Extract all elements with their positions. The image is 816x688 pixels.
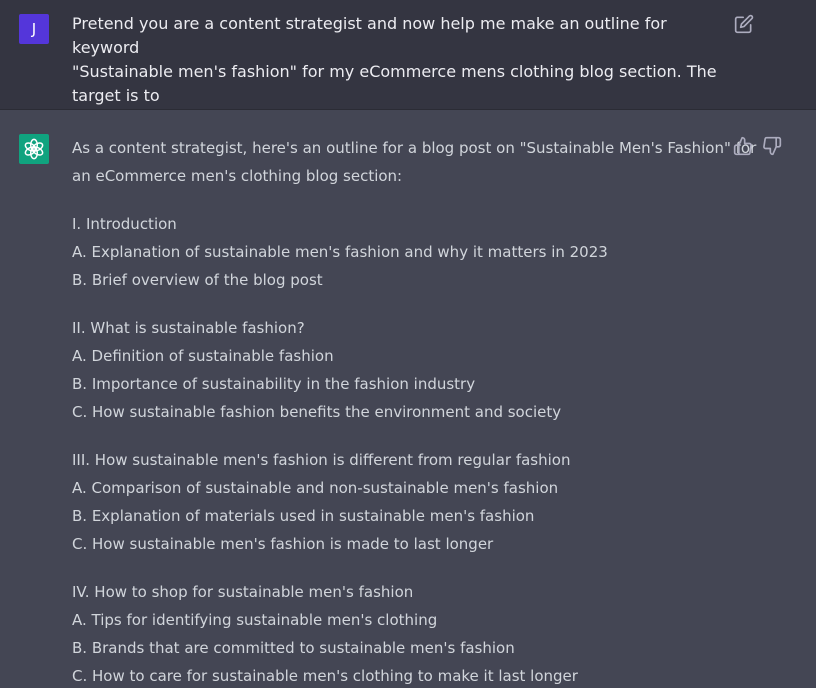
assistant-response [72, 134, 757, 688]
section-item: B. Importance of sustainability in the fashion industry [72, 375, 476, 393]
section-heading: IV. How to shop for sustainable men's fashion [72, 583, 414, 601]
section-heading: I. Introduction [72, 215, 177, 233]
outline-section-2 [72, 314, 722, 426]
assistant-message [0, 110, 816, 688]
edit-icon[interactable] [734, 14, 754, 34]
thumbs-down-icon[interactable] [762, 136, 782, 156]
section-item: A. Tips for identifying sustainable men's clothing [72, 611, 438, 629]
section-item: B. Explanation of materials used in sustainable men's fashion [72, 507, 535, 525]
user-prompt-text: Pretend you are a content strategist and now help me make an outline for keyword "Sustainable men's fashion" for my eCommerce mens clothing blog section. The target is to [72, 14, 717, 105]
outline-section-3 [72, 446, 722, 558]
section-heading: III. How sustainable men's fashion is different from regular fashion [72, 451, 571, 469]
outline-section-1 [72, 210, 722, 294]
user-message [0, 0, 816, 110]
section-item: B. Brief overview of the blog post [72, 271, 323, 289]
section-item: A. Comparison of sustainable and non-sustainable men's fashion [72, 479, 559, 497]
response-intro [72, 134, 757, 190]
section-item: A. Explanation of sustainable men's fashion and why it matters in 2023 [72, 243, 608, 261]
thumbs-up-icon[interactable] [733, 136, 753, 156]
section-heading: II. What is sustainable fashion? [72, 319, 305, 337]
openai-logo-icon [23, 138, 45, 160]
section-item: A. Definition of sustainable fashion [72, 347, 334, 365]
user-avatar: J [19, 14, 49, 44]
intro-line: an eCommerce men's clothing blog section: [72, 167, 403, 185]
assistant-avatar [19, 134, 49, 164]
section-item: C. How sustainable fashion benefits the environment and society [72, 403, 562, 421]
section-item: B. Brands that are committed to sustainable men's fashion [72, 639, 515, 657]
intro-line: As a content strategist, here's an outline for a blog post on "Sustainable Men's Fashion" for [72, 139, 757, 157]
outline-section-4 [72, 578, 722, 688]
section-item: C. How sustainable men's fashion is made to last longer [72, 535, 494, 553]
section-item: C. How to care for sustainable men's clothing to make it last longer [72, 667, 578, 685]
